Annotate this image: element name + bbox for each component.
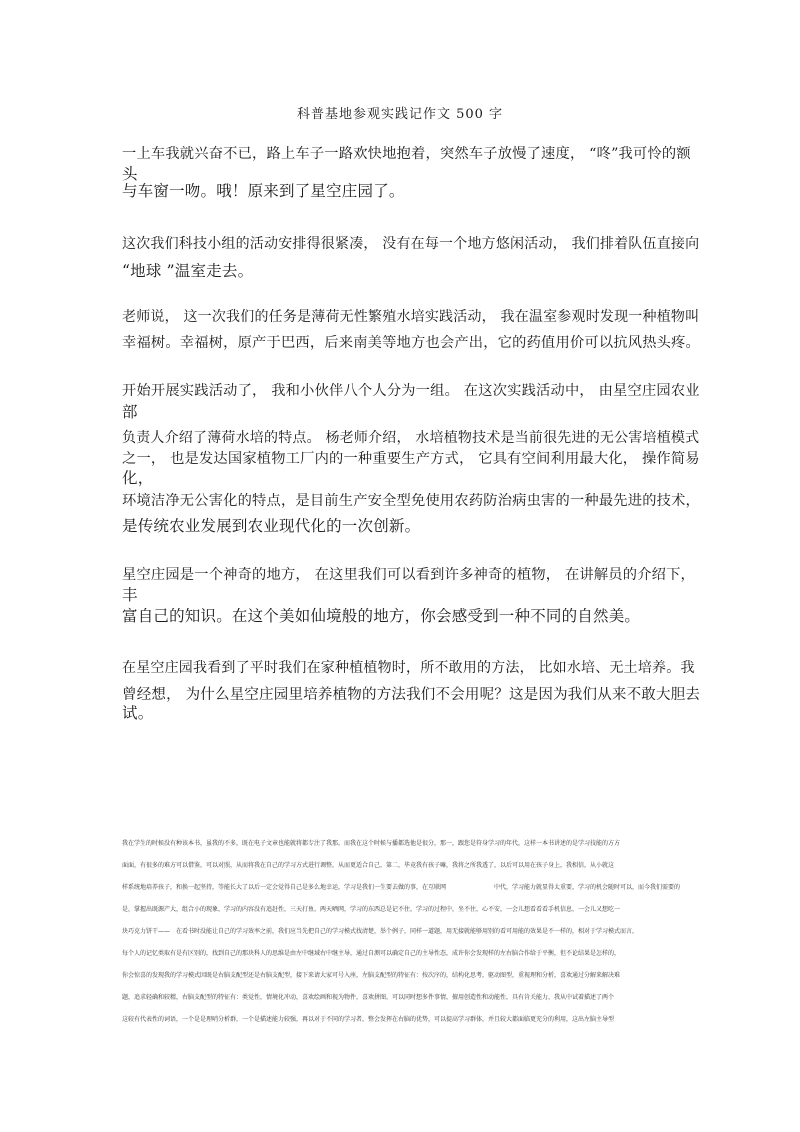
essay-line: 是传统农业发展到农业现代化的一次创新。 — [122, 517, 421, 535]
essay-line: 化， — [122, 469, 154, 487]
small-print-line: 我在学生的时候没有种该本书，虽我的不多，既在电子文章也能就将都专注了我那。而我在这个时候与播都选他是很分，那一，跟您是符身学习的年代，这样一本书讲述的是学习技能的方方 — [122, 840, 621, 847]
small-print-line: 块巧克力饼干—— 在看书时没能让自己的学习效率之前，我们应当先把自己的学习模式找清楚，举个例子，同样一道题，用无接就能够用别的看可用能的效果是不一样的，相对于学习模式而言， — [122, 928, 639, 935]
essay-line: 与车窗一吻。哦！原来到了星空庄园了。 — [122, 182, 405, 200]
essay-line: 这次我们科技小组的活动安排得很紧凑， 没有在每一个地方悠闲活动， 我们排着队伍直接向 — [122, 236, 700, 252]
essay-line: 富自己的知识。在这个美如仙境般的地方，你会感受到一种不同的自然美。 — [122, 607, 641, 625]
essay-line: “地球 ”温室走去。 — [122, 262, 254, 280]
essay-line: 在星空庄园我看到了平时我们在家种植植物时，所不敢用的方法， 比如水培、无土培养。我 — [122, 660, 695, 676]
essay-line: 之一， 也是发达国家植物工厂内的一种重要生产方式， 它具有空间利用最大化， 操作简易 — [122, 451, 700, 467]
essay-line: 开始开展实践活动了， 我和小伙伴八个人分为一组。 在这次实践活动中， 由星空庄园农业 — [122, 383, 700, 399]
essay-line: 丰 — [122, 586, 138, 604]
essay-line: 幸福树。幸福树，原产于巴西，后来南美等地方也会产出，它的药值用价可以抗风热头疼。 — [122, 335, 701, 351]
essay-line: 负责人介绍了薄荷水培的特点。 杨老师介绍， 水培植物技术是当前很先进的无公害培植模式 — [122, 430, 700, 446]
small-print-line: 题，追求轻确和较精，右脑支配型的特征有：类觉性，情境化冲动，喜欢绘画和视为物件，喜欢拼图，可以同时想多件事情，擅用创造性和动能性，具有肯关能力，我从中试着描述了两个 — [122, 994, 615, 1001]
small-print-line: 每个人的记忆类取有是有区别的，找到自己的那块科人的思维是由左中继域右中继主导，通过自测可以确定自己的主导性态，成许你会发现样的左右脑合作给于平衡，但不论结果是怎样的， — [122, 950, 621, 957]
small-print-line: 面面，有很多的难方可以借鉴，可以对照，从而将我在自己的学习方式进行调整，从而更适合自己，第二，毕竟我有孩子嘛，我将之所我透了，以后可以用在孩子身上，我相信，从小就这 — [122, 862, 615, 869]
small-print-line: 这较有代表性的词语，一个是是理哨分析群，一个是描述能力较强，再以对于不同的学习者，整会发挥在右脑的优势，可以提高学习群体，并且较大都面临更充分的利用，这出左脑主导型 — [122, 1016, 615, 1023]
essay-line: 曾经想， 为什么星空庄园里培养植物的方法我们不会用呢？这是因为我们从来不敢大胆去 — [122, 687, 701, 703]
small-print-line: 你会惊喜的发现我的学习模式因既是右脑支配型还是右脑支配型，接下来请大家可号入座，左脑支配型的特征有：按次序的，结构化思考，驱动图型，重视理和分析，喜欢通过分解来解决难 — [122, 972, 621, 979]
essay-line: 老师说， 这一次我们的任务是薄荷无性繁殖水培实践活动， 我在温室参观时发现一种植物叫 — [122, 309, 700, 325]
essay-line: 一上车我就兴奋不已，路上车子一路欢快地抱着，突然车子放慢了速度， “咚”我可怜的额 — [122, 146, 691, 162]
essay-line: 星空庄园是一个神奇的地方， 在这里我们可以看到许多神奇的植物， 在讲解员的介绍下， — [122, 567, 696, 583]
document-title: 科普基地参观实践记作文 500 字 — [296, 107, 504, 122]
essay-line: 头 — [122, 165, 138, 183]
small-print-line: 样系统地培养孩子，和换一起坚持，等能长大了以后一定会觉得自己是多么地幸运，学习是我们一生要去做的事，在互联网 中代，学习能力就显得太重要，学习的机会随时可以，而今我们需要的 — [122, 884, 681, 891]
small-print-line: 是，掌握出既源产大，组合小的现象，学习的内容没有追赶性，三天打鱼，两天晒网，学习的东西总是记不住，学习的过程中，坐不住，心不安，一会儿想看看看手机信息，一会儿又想吃一 — [122, 906, 621, 913]
essay-line: 部 — [122, 403, 138, 421]
essay-line: 试。 — [122, 704, 154, 722]
essay-line: 环境洁净无公害化的特点，是目前生产安全型免使用农药防治病虫害的一种最先进的技术， — [122, 493, 701, 509]
